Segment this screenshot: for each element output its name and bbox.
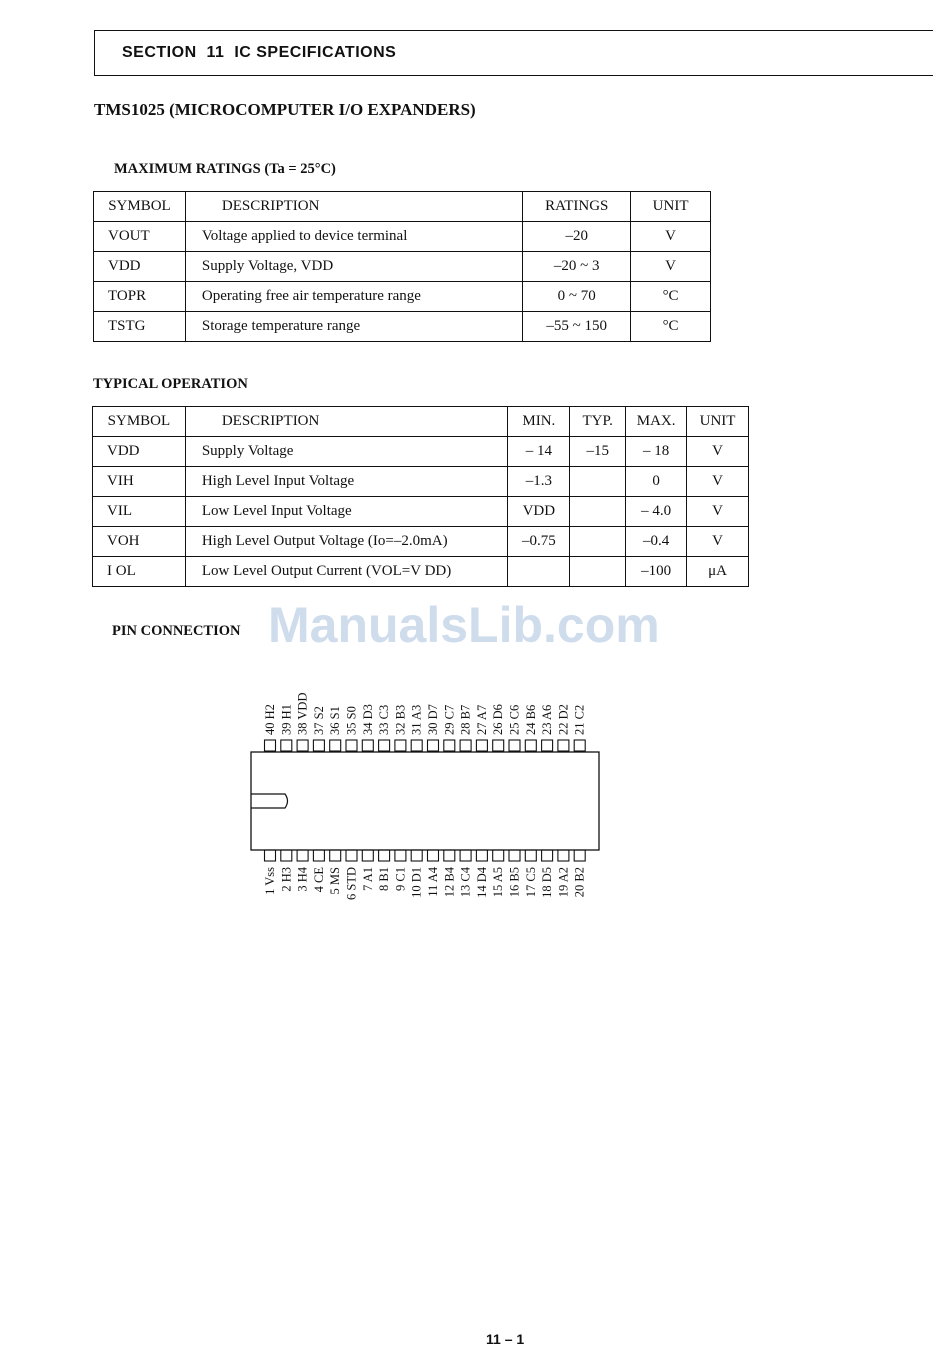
symbol-cell: TSTG	[94, 312, 186, 342]
bottom-pin-label: 1 Vss	[263, 867, 277, 895]
bottom-pin-label: 20 B2	[572, 867, 587, 898]
bottom-pin-label: 8 B1	[377, 867, 392, 891]
description-cell: Storage temperature range	[185, 312, 522, 342]
bottom-pin-label: 5 MS	[328, 867, 343, 895]
bottom-pin-label: 18 D5	[540, 867, 555, 898]
top-pin-label: 21 C2	[572, 704, 587, 735]
page-number: 11 – 1	[486, 1331, 525, 1347]
bottom-pin	[281, 850, 292, 861]
top-pin-label: 25 C6	[507, 704, 522, 735]
bottom-pin-label: 15 A5	[491, 867, 506, 898]
description-cell: High Level Output Voltage (Io=–2.0mA)	[185, 527, 508, 557]
unit-cell: V	[631, 252, 711, 282]
max-cell: – 18	[626, 437, 687, 467]
header-cell: MIN.	[508, 407, 570, 437]
symbol-cell: I OL	[93, 557, 186, 587]
bottom-pin	[346, 850, 357, 861]
bottom-pin	[493, 850, 504, 861]
bottom-pin-label: 3 H4	[295, 867, 310, 892]
bottom-pin	[362, 850, 373, 861]
max-cell: –0.4	[626, 527, 687, 557]
description-cell: Low Level Input Voltage	[185, 497, 508, 527]
top-pin-label: 33 C3	[377, 704, 392, 735]
top-pin-label: 24 B6	[523, 704, 538, 735]
unit-cell: V	[687, 527, 749, 557]
top-pin	[265, 740, 276, 751]
bottom-pin-label: 9 C1	[393, 867, 408, 891]
document-title: TMS1025 (MICROCOMPUTER I/O EXPANDERS)	[94, 100, 476, 119]
bottom-pin-label: 12 B4	[442, 867, 457, 898]
bottom-pin	[574, 850, 585, 861]
bottom-pin	[313, 850, 324, 861]
bottom-pin-label: 19 A2	[556, 867, 571, 898]
top-pin	[493, 740, 504, 751]
ratings-cell: –55 ~ 150	[523, 312, 631, 342]
top-pin	[542, 740, 553, 751]
symbol-cell: VDD	[94, 252, 186, 282]
top-pin-label: 29 C7	[442, 704, 457, 735]
typical-operation-title: TYPICAL OPERATION	[93, 376, 248, 392]
bottom-pin-label: 13 C4	[458, 867, 473, 898]
top-pin	[281, 740, 292, 751]
bottom-pin-label: 6 STD	[344, 867, 359, 900]
max-cell: 0	[626, 467, 687, 497]
top-pin-label: 28 B7	[458, 704, 473, 735]
top-pin-label: 40 H2	[263, 704, 277, 735]
bottom-pin-label: 16 B5	[507, 867, 522, 898]
bottom-pin	[460, 850, 471, 861]
top-pin	[313, 740, 324, 751]
bottom-pin	[525, 850, 536, 861]
header-cell: SYMBOL	[93, 407, 186, 437]
bottom-pin-label: 2 H3	[279, 867, 294, 892]
ratings-cell: –20	[523, 222, 631, 252]
top-pin-label: 37 S2	[311, 706, 326, 735]
symbol-cell: TOPR	[94, 282, 186, 312]
top-pin-label: 26 D6	[491, 704, 506, 735]
description-cell: High Level Input Voltage	[185, 467, 508, 497]
header-cell: DESCRIPTION	[185, 192, 522, 222]
pin-connection-title: PIN CONNECTION	[112, 623, 241, 639]
min-cell: –0.75	[508, 527, 570, 557]
symbol-cell: VIL	[93, 497, 186, 527]
top-pin-label: 32 B3	[393, 704, 408, 735]
top-pin	[460, 740, 471, 751]
top-pin-label: 38 VDD	[295, 692, 310, 735]
top-pin	[411, 740, 422, 751]
top-pin	[444, 740, 455, 751]
unit-cell: V	[687, 467, 749, 497]
bottom-pin	[395, 850, 406, 861]
unit-cell: °C	[631, 312, 711, 342]
top-pin-label: 35 S0	[344, 706, 359, 735]
top-pin	[297, 740, 308, 751]
top-pin	[428, 740, 439, 751]
bottom-pin	[379, 850, 390, 861]
header-cell: MAX.	[626, 407, 687, 437]
unit-cell: °C	[631, 282, 711, 312]
description-cell: Voltage applied to device terminal	[185, 222, 522, 252]
header-cell: DESCRIPTION	[185, 407, 508, 437]
bottom-pin	[330, 850, 341, 861]
unit-cell: V	[687, 437, 749, 467]
top-pin-label: 23 A6	[540, 704, 555, 735]
top-pin	[395, 740, 406, 751]
header-cell: UNIT	[631, 192, 711, 222]
bottom-pin	[411, 850, 422, 861]
bottom-pin-label: 11 A4	[426, 867, 440, 897]
symbol-cell: VOUT	[94, 222, 186, 252]
top-pin-label: 22 D2	[556, 704, 571, 735]
top-pin-label: 27 A7	[474, 704, 489, 735]
top-pin	[362, 740, 373, 751]
ic-notch	[251, 794, 288, 808]
bottom-pin-label: 4 CE	[311, 867, 326, 893]
section-title: SECTION 11 IC SPECIFICATIONS	[122, 44, 397, 61]
top-pin-label: 31 A3	[409, 704, 424, 735]
header-cell: TYP.	[570, 407, 626, 437]
top-pin-label: 30 D7	[426, 704, 440, 735]
bottom-pin	[509, 850, 520, 861]
bottom-pin	[297, 850, 308, 861]
watermark: ManualsLib.com	[268, 597, 660, 653]
bottom-pin	[428, 850, 439, 861]
header-cell: UNIT	[687, 407, 749, 437]
max-cell: –100	[626, 557, 687, 587]
top-pin	[574, 740, 585, 751]
top-pin	[509, 740, 520, 751]
typ-cell: –15	[570, 437, 626, 467]
top-pin	[379, 740, 390, 751]
min-cell: VDD	[508, 497, 570, 527]
unit-cell: V	[631, 222, 711, 252]
top-pin	[346, 740, 357, 751]
top-pin	[558, 740, 569, 751]
top-pin-label: 39 H1	[279, 704, 294, 735]
min-cell: – 14	[508, 437, 570, 467]
symbol-cell: VDD	[93, 437, 186, 467]
unit-cell: V	[687, 497, 749, 527]
top-pin-group	[263, 693, 587, 751]
bottom-pin-label: 14 D4	[474, 867, 489, 898]
max-ratings-title: MAXIMUM RATINGS (Ta = 25°C)	[114, 161, 336, 177]
top-pin	[476, 740, 487, 751]
symbol-cell: VIH	[93, 467, 186, 497]
description-cell: Supply Voltage, VDD	[185, 252, 522, 282]
bottom-pin	[558, 850, 569, 861]
bottom-pin-label: 7 A1	[360, 867, 375, 891]
bottom-pin	[542, 850, 553, 861]
top-pin-label: 34 D3	[360, 704, 375, 735]
top-pin-label: 36 S1	[328, 706, 343, 735]
description-cell: Low Level Output Current (VOL=V DD)	[185, 557, 508, 587]
header-cell: SYMBOL	[94, 192, 186, 222]
top-pin	[330, 740, 341, 751]
min-cell: –1.3	[508, 467, 570, 497]
header-cell: RATINGS	[523, 192, 631, 222]
bottom-pin	[265, 850, 276, 861]
bottom-pin	[444, 850, 455, 861]
ratings-cell: 0 ~ 70	[523, 282, 631, 312]
description-cell: Operating free air temperature range	[185, 282, 522, 312]
bottom-pin-label: 17 C5	[523, 867, 538, 898]
description-cell: Supply Voltage	[185, 437, 508, 467]
max-cell: – 4.0	[626, 497, 687, 527]
ratings-cell: –20 ~ 3	[523, 252, 631, 282]
unit-cell: μA	[687, 557, 749, 587]
top-pin	[525, 740, 536, 751]
bottom-pin	[476, 850, 487, 861]
symbol-cell: VOH	[93, 527, 186, 557]
bottom-pin-label: 10 D1	[409, 867, 424, 898]
bottom-pin-group	[263, 850, 587, 900]
ic-body	[251, 752, 599, 850]
